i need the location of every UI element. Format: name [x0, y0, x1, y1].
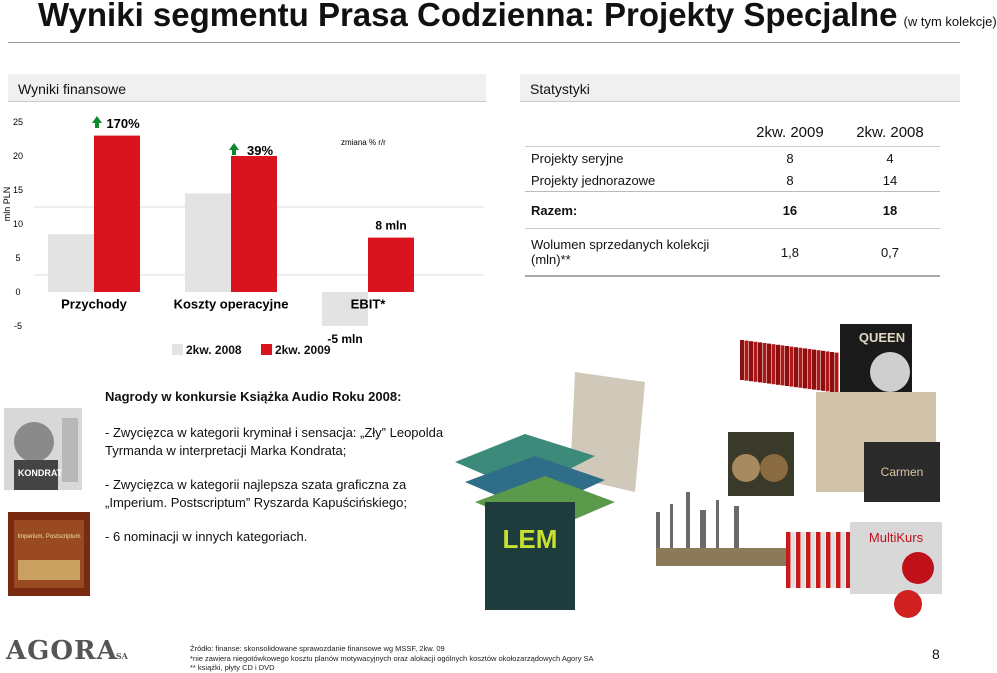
- row-value-2008: 14: [882, 172, 898, 188]
- agora-logo: [6, 636, 128, 666]
- title-subtitle: (w tym kolekcje): [903, 14, 997, 29]
- imperium-label: Imperium. Postscriptum: [17, 534, 81, 540]
- queen-label: QUEEN: [858, 330, 906, 345]
- row-value-2008: 4: [886, 150, 894, 166]
- volume-value-2008: 0,7: [840, 229, 940, 277]
- y-axis-label: mln PLN: [2, 186, 12, 222]
- y-tick-label: 15: [12, 185, 24, 195]
- stats-col-2009: 2kw. 2009: [740, 118, 840, 147]
- award-item: - Zwycięzca w kategorii najlepsza szata graficzna za „Imperium. Postscriptum” Ryszarda Kapuścińskiego;: [105, 477, 407, 510]
- table-row: [525, 169, 940, 192]
- category-label: Koszty operacyjne: [173, 296, 289, 312]
- award-item: - 6 nominacji w innych kategoriach.: [105, 529, 308, 544]
- total-value-2008: 18: [840, 192, 940, 229]
- y-tick-label: -5: [13, 321, 23, 331]
- imperium-audiobook-image: [8, 512, 90, 596]
- footer-note-1: *nie zawiera niegotówkowego kosztu planów motywacyjnych oraz alokacji ogólnych kosztów okołozarządowych Agory SA: [190, 653, 594, 663]
- book-spine: [791, 532, 796, 588]
- title-divider: [8, 42, 960, 43]
- bar-2kw-2008-1: [185, 193, 231, 292]
- book-collection-image: [455, 372, 655, 610]
- page-number: 8: [932, 646, 940, 662]
- stats-panel-header: Statystyki: [520, 74, 960, 102]
- legend-label-2008: 2kw. 2008: [186, 342, 242, 357]
- y-tick-label: 25: [12, 117, 24, 127]
- stats-header-empty: [525, 118, 740, 147]
- book-spine: [841, 532, 846, 588]
- book-spine: [826, 532, 831, 588]
- bar-2kw-2009-1: [231, 156, 277, 292]
- up-arrow-icon: [229, 143, 239, 155]
- award-item: - Zwycięzca w kategorii kryminał i sensacja: „Zły” Leopolda Tyrmanda w interpretacji Marka Kondrata;: [105, 425, 444, 458]
- row-label: Projekty seryjne: [531, 150, 624, 166]
- footer-note-2: ** książki, płyty CD i DVD: [190, 663, 275, 672]
- logo-suffix: SA: [115, 651, 128, 661]
- legend-swatch-2009: [261, 344, 272, 355]
- table-row-volume: [525, 229, 940, 277]
- book-spine: [831, 532, 836, 588]
- book-spine: [796, 532, 801, 588]
- footer-notes: [190, 644, 594, 673]
- stats-table: [525, 118, 940, 277]
- multikurs-label: MultiKurs: [868, 530, 924, 545]
- title-main: Wyniki segmentu Prasa Codzienna: Projekty Specjalne: [38, 0, 898, 33]
- kondrat-label: KONDRAT: [17, 468, 63, 478]
- up-arrow-icon: [92, 116, 102, 128]
- total-label: Razem:: [525, 192, 740, 229]
- annotation-label: 8 mln: [375, 218, 407, 233]
- y-tick-label: 0: [15, 287, 21, 297]
- financial-panel-header: Wyniki finansowe: [8, 74, 486, 102]
- category-label: EBIT*: [350, 296, 386, 312]
- awards-section: [95, 388, 445, 588]
- annotation-label: 39%: [246, 143, 274, 158]
- kondrat-audiobook-image: [4, 408, 82, 490]
- annotation-label: 170%: [106, 116, 140, 131]
- awards-heading: Nagrody w konkursie Książka Audio Roku 2008:: [105, 389, 402, 404]
- row-value-2009: 8: [786, 172, 794, 188]
- annotation-label: -5 mln: [327, 332, 363, 346]
- footer-source: Źródło: finanse: skonsolidowane sprawozdanie finansowe wg MSSF, 2kw. 09: [190, 644, 445, 653]
- financial-bar-chart: [0, 108, 490, 346]
- volume-label: Wolumen sprzedanych kolekcji (mln)**: [525, 229, 740, 277]
- book-spine: [806, 532, 811, 588]
- carmen-label: Carmen: [880, 465, 924, 479]
- book-spine: [836, 532, 841, 588]
- bar-2kw-2009-2: [368, 238, 414, 292]
- category-label: Przychody: [61, 296, 127, 312]
- row-label: Projekty jednorazowe: [531, 172, 656, 188]
- bar-2kw-2008-0: [48, 234, 94, 292]
- volume-value-2009: 1,8: [740, 229, 840, 277]
- book-spine: [801, 532, 806, 588]
- logo-text: AGORA: [6, 636, 118, 666]
- annotation-label: zmiana % r/r: [340, 138, 386, 147]
- y-tick-label: 20: [12, 151, 24, 161]
- table-row: [525, 147, 940, 170]
- book-spine: [786, 532, 791, 588]
- book-spine: [811, 532, 816, 588]
- legend-label-2009: 2kw. 2009: [274, 342, 331, 357]
- chart-legend: [172, 342, 331, 357]
- y-tick-label: 10: [12, 219, 24, 229]
- legend-swatch-2008: [172, 344, 183, 355]
- stats-col-2008: 2kw. 2008: [840, 118, 940, 147]
- table-row-total: [525, 192, 940, 229]
- stats-header-row: [525, 118, 940, 147]
- multimedia-collections-image: [656, 372, 956, 630]
- lem-label: LEM: [502, 524, 558, 554]
- book-spine: [816, 532, 821, 588]
- book-spine: [846, 532, 851, 588]
- total-value-2009: 16: [740, 192, 840, 229]
- y-tick-label: 5: [15, 253, 21, 263]
- page-title: [38, 0, 997, 34]
- bar-2kw-2009-0: [94, 136, 140, 292]
- book-spine: [821, 532, 826, 588]
- row-value-2009: 8: [786, 150, 794, 166]
